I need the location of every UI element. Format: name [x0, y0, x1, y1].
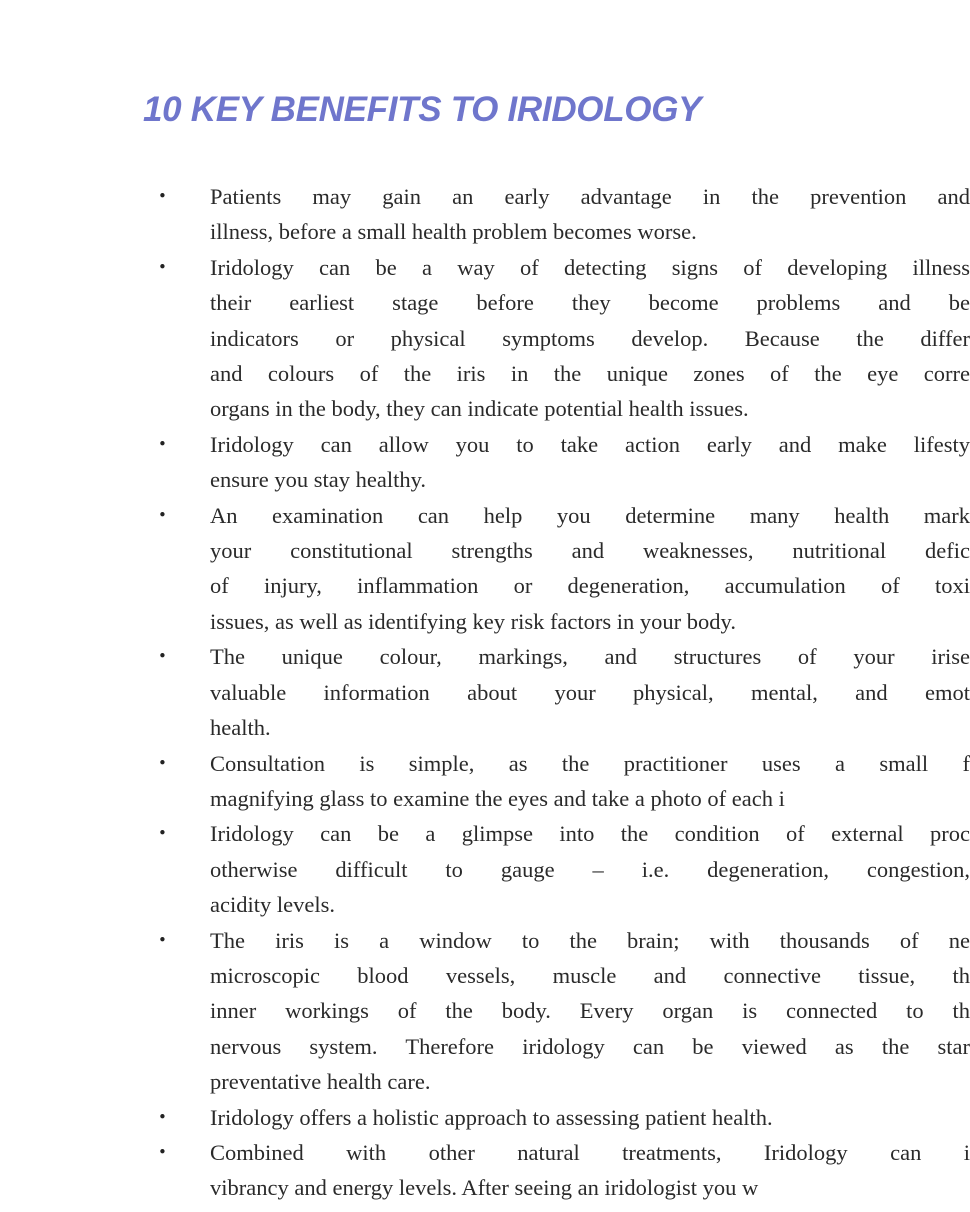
bullet-icon: • — [158, 824, 167, 843]
benefit-text-line: otherwise difficult to gauge – i.e. degeneration, congestion, — [210, 856, 970, 882]
benefit-item — [0, 427, 970, 498]
benefit-text-line: Iridology offers a holistic approach to assessing patient health. — [210, 1104, 773, 1130]
bullet-icon: • — [158, 187, 167, 205]
benefit-item — [0, 639, 970, 745]
benefit-text-line: nervous system. Therefore iridology can be viewed as the star — [210, 1033, 970, 1059]
bullet-icon: • — [158, 434, 167, 453]
benefit-text-line: Patients may gain an early advantage in the prevention and — [210, 184, 970, 209]
bullet-icon: • — [158, 753, 167, 772]
benefit-text-line: microscopic blood vessels, muscle and connective tissue, th — [210, 962, 970, 988]
benefit-text-line: your constitutional strengths and weaknesses, nutritional defic — [210, 538, 970, 564]
benefit-item — [0, 746, 970, 817]
bullet-icon: • — [158, 1107, 167, 1126]
benefit-text-line: An examination can help you determine many health mark — [210, 502, 970, 528]
benefit-text-line: The unique colour, markings, and structures of your irise — [210, 644, 970, 670]
benefit-text-line: Consultation is simple, as the practitioner uses a small f — [210, 750, 970, 776]
benefit-item — [0, 250, 970, 427]
benefit-item — [0, 923, 970, 1100]
benefit-text-line: issues, as well as identifying key risk factors in your body. — [210, 608, 736, 634]
page-title: 10 KEY BENEFITS TO IRIDOLOGY — [143, 90, 702, 129]
benefit-text-line: organs in the body, they can indicate potential health issues. — [210, 396, 749, 422]
benefit-text-line: ensure you stay healthy. — [210, 467, 426, 493]
benefit-text-line: Iridology can be a glimpse into the condition of external proc — [210, 821, 970, 847]
benefit-text-line: and colours of the iris in the unique zones of the eye corre — [210, 361, 970, 387]
benefit-item — [0, 179, 970, 250]
benefit-text-line: acidity levels. — [210, 892, 335, 918]
benefit-item — [0, 498, 970, 640]
benefit-item — [0, 1135, 970, 1206]
benefit-text-line: Iridology can be a way of detecting signs of developing illness — [210, 254, 970, 280]
benefit-text-line: inner workings of the body. Every organ is connected to th — [210, 998, 970, 1024]
benefit-text-line: Combined with other natural treatments, Iridology can i — [210, 1139, 970, 1165]
benefit-text-line: their earliest stage before they become problems and be — [210, 290, 970, 316]
bullet-icon: • — [158, 257, 167, 276]
benefit-text-line: health. — [210, 715, 271, 741]
benefit-item — [0, 816, 970, 922]
bullet-icon: • — [158, 930, 167, 949]
benefit-text-line: Iridology can allow you to take action early and make lifesty — [210, 431, 970, 457]
benefit-item — [0, 1100, 880, 1135]
benefit-text-line: indicators or physical symptoms develop. Because the differ — [210, 325, 970, 351]
benefit-text-line: The iris is a window to the brain; with thousands of ne — [210, 927, 970, 953]
benefits-list — [0, 179, 970, 1206]
benefit-text-line: magnifying glass to examine the eyes and take a photo of each i — [210, 785, 785, 811]
bullet-icon: • — [158, 647, 167, 666]
benefit-text-line: preventative health care. — [210, 1069, 431, 1095]
benefit-text-line: of injury, inflammation or degeneration, accumulation of toxi — [210, 573, 970, 599]
bullet-icon: • — [158, 505, 167, 524]
benefit-text-line: illness, before a small health problem becomes worse. — [210, 219, 697, 245]
bullet-icon: • — [158, 1142, 167, 1161]
benefit-text-line: vibrancy and energy levels. After seeing an iridologist you w — [210, 1175, 759, 1201]
benefit-text-line: valuable information about your physical, mental, and emot — [210, 679, 970, 705]
